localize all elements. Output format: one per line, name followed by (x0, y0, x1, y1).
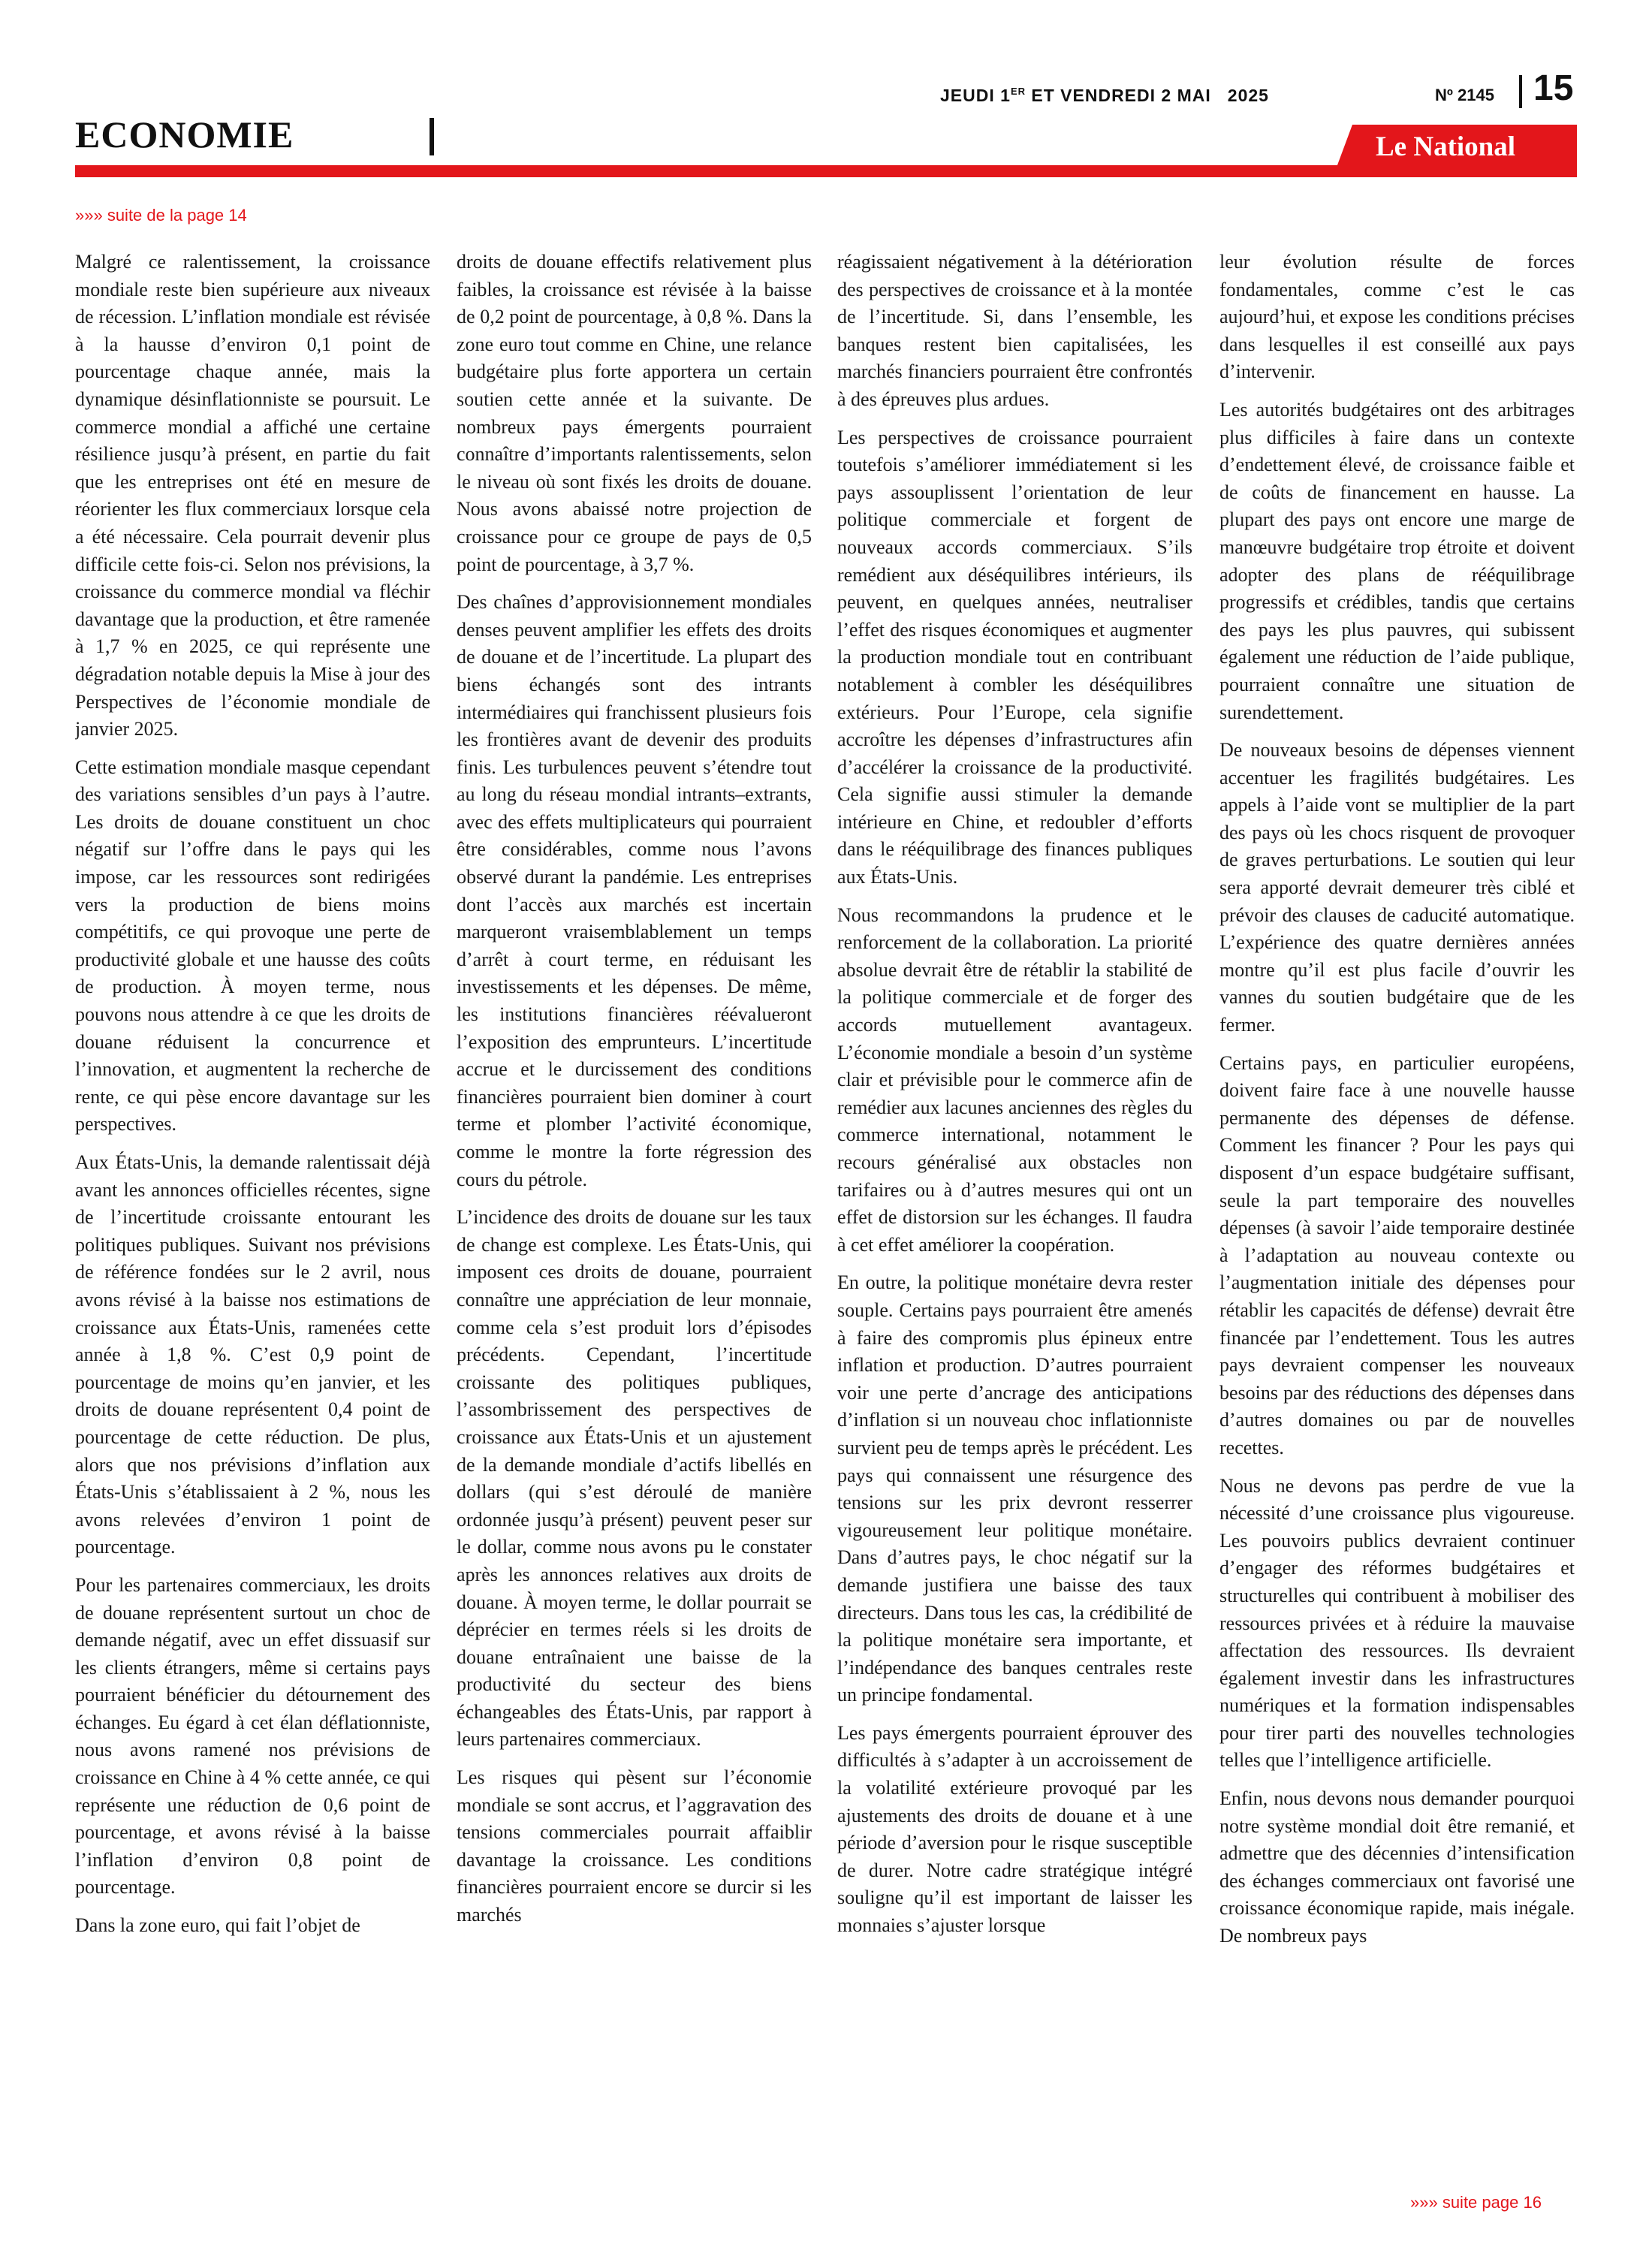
paragraph: Les autorités budgétaires ont des arbitrages plus difficiles à faire dans un contexte d’endettement élevé, de croissance faible et de coûts de financement en hausse. La plupart des pays ont encore une marge de manœuvre budgétaire trop étroite et doivent adopter des plans de rééquilibrage progressifs et crédibles, tandis que certains des pays les plus pauvres, qui subissent également une réduction de l’aide publique, pourraient connaître une situation de surendettement. (1219, 398, 1575, 723)
paragraph: Cette estimation mondiale masque cependant des variations sensibles d’un pays à l’autre. Les droits de douane constituent un choc négatif sur l’offre dans le pays qui les impose, car les ressources sont redirigées vers la production de biens moins compétitifs, ce qui provoque une perte de productivité globale et une hausse des coûts de production. À moyen terme, nous pouvons nous attendre à ce que les droits de douane réduisent la concurrence et l’innovation, et augmentent la recherche de rente, ce qui pèse encore davantage sur les perspectives. (75, 756, 430, 1136)
continued-from-link[interactable]: »»» suite de la page 14 (75, 206, 247, 225)
paragraph: En outre, la politique monétaire devra rester souple. Certains pays pourraient être amenés à faire des compromis plus épineux entre inflation et production. D’autres pourraient voir une perte d’ancrage des anticipations d’inflation si un nouveau choc inflationniste survient peu de temps après le précédent. Les pays qui connaissent une résurgence des tensions sur les prix devront resserrer vigoureusement leur politique monétaire. Dans d’autres pays, le choc négatif sur la demande justifiera une baisse des taux directeurs. Dans tous les cas, la crédibilité de la politique monétaire sera importante, et l’indépendance des banques centrales reste un principe fondamental. (837, 1271, 1192, 1706)
dateline (940, 86, 1269, 106)
article-column-3 (837, 249, 1192, 2182)
paragraph: Certains pays, en particulier européens, doivent faire face à une nouvelle hausse permanente des dépenses de défense. Comment les financer ? Pour les pays qui disposent d’un espace budgétaire suffisant, seule la part temporaire des nouvelles dépenses (à savoir l’aide temporaire destinée à l’adaptation au nouveau contexte ou l’augmentation initiale des dépenses pour rétablir les capacités de défense) devrait être financée par l’endettement. Tous les autres pays devraient compenser les nouveaux besoins par des réductions des dépenses dans d’autres domaines ou par de nouvelles recettes. (1219, 1051, 1575, 1458)
article-column-2 (457, 249, 812, 2182)
issue-number: Nº 2145 (1435, 86, 1494, 104)
date-conjunction: ET (1031, 86, 1055, 105)
paragraph: leur évolution résulte de forces fondamentales, comme c’est le cas aujourd’hui, et expose les conditions précises dans lesquelles il est conseillé aux pays d’intervenir. (1219, 251, 1575, 383)
paragraph: Aux États-Unis, la demande ralentissait déjà avant les annonces officielles récentes, signe de l’incertitude croissante entourant les politiques publiques. Suivant nos prévisions de référence fondées sur le 2 avril, nous avons révisé à la baisse nos estimations de croissance aux États-Unis, ramenées cette année à 1,8 %. C’est 0,9 point de pourcentage de moins qu’en janvier, et les droits de douane représentent 0,4 point de pourcentage de cette réduction. De plus, alors que nos prévisions d’inflation aux États-Unis s’établissaient à 2 %, nous les avons relevées d’environ 1 point de pourcentage. (75, 1151, 430, 1558)
section-title: ECONOMIE (75, 113, 294, 155)
paragraph: Nous recommandons la prudence et le renforcement de la collaboration. La priorité absolue devrait être de rétablir la stabilité de la politique commerciale et de forger des accords mutuellement avantageux. L’économie mondiale a besoin d’un système clair et prévisible pour le commerce afin de remédier aux lacunes anciennes des règles du commerce international, notamment le recours généralisé aux obstacles non tarifaires ou à d’autres mesures qui ont un effet de distorsion sur les échanges. Il faudra à cet effet améliorer la coopération. (837, 903, 1192, 1256)
paragraph: Des chaînes d’approvisionnement mondiales denses peuvent amplifier les effets des droits de douane et de l’incertitude. La plupart des biens échangés sont des intrants intermédiaires qui franchissent plusieurs fois les frontières avant de devenir des produits finis. Les turbulences peuvent s’étendre tout au long du réseau mondial intrants–extrants, avec des effets multiplicateurs qui pourraient être considérables, comme nous l’avons observé durant la pandémie. Les entreprises dont l’accès aux marchés est incertain marqueront vraisemblablement un temps d’arrêt à court terme, en réduisant les investissements et les dépenses. De même, les institutions financières réévalueront l’exposition des emprunteurs. L’incertitude accrue et le durcissement des conditions financières pourraient bien dominer à court terme et plomber l’activité économique, comme le montre la forte régression des cours du pétrole. (457, 591, 812, 1190)
paragraph: droits de douane effectifs relativement plus faibles, la croissance est révisée à la baisse de 0,2 point de pourcentage, à 0,8 %. Dans la zone euro tout comme en Chine, une relance budgétaire plus forte apportera un certain soutien cette année et la suivante. De nombreux pays émergents pourraient connaître d’importants ralentissements, selon le niveau où sont fixés les droits de douane. Nous avons abaissé notre projection de croissance pour ce groupe de pays de 0,5 point de pourcentage, à 3,7 %. (457, 251, 812, 575)
paragraph: Nous ne devons pas perdre de vue la nécessité d’une croissance plus vigoureuse. Les pouvoirs publics devraient continuer d’engager des réformes budgétaires et structurelles qui contribuent à mobiliser des ressources privées et à réduire la mauvaise affectation des ressources. Ils devraient également investir dans les infrastructures numériques et la formation indispensables pour tirer parti des nouvelles technologies telles que l’intelligence artificielle. (1219, 1474, 1575, 1772)
paragraph: Les pays émergents pourraient éprouver des difficultés à s’adapter à un accroissement de la volatilité extérieure provoqué par les ajustements des droits de douane et à une période d’aversion pour le risque susceptible de durer. Notre cadre stratégique intégré souligne qu’il est important de laisser les monnaies s’ajuster lorsque (837, 1721, 1192, 1937)
brand-logo: Le National (1376, 131, 1516, 162)
paragraph: Malgré ce ralentissement, la croissance mondiale reste bien supérieure aux niveaux de récession. L’inflation mondiale est révisée à la hausse d’environ 0,1 point de pourcentage chaque année, mais la dynamique désinflationniste se poursuit. Le commerce mondial a affiché une certaine résilience jusqu’à présent, en partie du fait que les entreprises ont été en mesure de réorienter les flux commerciaux lorsque cela a été nécessaire. Cela pourrait devenir plus difficile cette fois-ci. Selon nos prévisions, la croissance du commerce mondial va fléchir davantage que la production, et être ramenée à 1,7 % en 2025, ce qui représente une dégradation notable depuis la Mise à jour des Perspectives de l’économie mondiale de janvier 2025. (75, 251, 430, 740)
paragraph: Enfin, nous devons nous demander pourquoi notre système mondial doit être remanié, et admettre que des décennies d’intensification des échanges commerciaux ont favorisé une croissance économique rapide, mais inégale. De nombreux pays (1219, 1787, 1575, 1947)
section-title-divider (430, 118, 434, 155)
date-num1: 1 (1000, 86, 1011, 105)
paragraph: Dans la zone euro, qui fait l’objet de (75, 1914, 360, 1937)
date-day1: JEUDI (940, 86, 995, 105)
page-number: 15 (1533, 68, 1574, 108)
paragraph: L’incidence des droits de douane sur les taux de change est complexe. Les États-Unis, qui imposent ces droits de douane, pourraient connaître une appréciation de leur monnaie, comme cela s’est produit lors d’épisodes précédents. Cependant, l’incertitude croissante des politiques publiques, l’assombrissement des perspectives de croissance aux États-Unis et un ajustement de la demande mondiale d’actifs libellés en dollars (qui s’est déroulé de manière ordonnée jusqu’à présent) peuvent peser sur le dollar, comme nous avons pu le constater après les annonces relatives aux droits de douane. À moyen terme, le dollar pourrait se déprécier en termes réels si les droits de douane entraînaient une baisse de la productivité du secteur des biens échangeables des États-Unis, par rapport à leurs partenaires commerciaux. (457, 1206, 812, 1751)
date-ordinal-suffix: ER (1010, 86, 1026, 97)
article-column-4 (1219, 249, 1575, 2182)
paragraph: réagissaient négativement à la détérioration des perspectives de croissance et à la montée de l’incertitude. Si, dans l’ensemble, les banques restent bien capitalisées, les marchés financiers pourraient être confrontés à des épreuves plus ardues. (837, 251, 1192, 410)
paragraph: De nouveaux besoins de dépenses viennent accentuer les fragilités budgétaires. Les appels à l’aide vont se multiplier de la part des pays où les chocs risquent de provoquer de graves perturbations. Le soutien qui leur sera apporté devrait demeurer très ciblé et prévoir des clauses de caducité automatique. L’expérience des quatre dernières années montre qu’il est plus facile d’ouvrir les vannes du soutien budgétaire que de les fermer. (1219, 739, 1575, 1036)
article-column-1 (75, 249, 430, 2182)
continued-on-link[interactable]: »»» suite page 16 (1410, 2193, 1542, 2212)
paragraph: Les perspectives de croissance pourraient toutefois s’améliorer immédiatement si les pays assouplissent l’orientation de leur politique commerciale et forgent de nouveaux accords commerciaux. S’ils remédient aux déséquilibres intérieurs, ils peuvent, en quelques années, neutraliser l’effet des risques économiques et augmenter la production mondiale tout en contribuant notablement à combler les déséquilibres extérieurs. Pour l’Europe, cela signifie accroître les dépenses d’infrastructures afin d’accélérer la croissance de la productivité. Cela signifie aussi stimuler la demande intérieure en Chine, et redoubler d’efforts dans le rééquilibrage des finances publiques aux États-Unis. (837, 426, 1192, 888)
date-year: 2025 (1227, 86, 1269, 105)
date-month: MAI (1177, 86, 1211, 105)
date-num2: 2 (1161, 86, 1172, 105)
date-day2: VENDREDI (1060, 86, 1156, 105)
header-divider (1519, 75, 1522, 108)
paragraph: Pour les partenaires commerciaux, les droits de douane représentent surtout un choc de demande négatif, avec un effet dissuasif sur les clients étrangers, même si certains pays pourraient bénéficier du détournement des échanges. Eu égard à cet élan déflationniste, nous avons ramené nos prévisions de croissance en Chine à 4 % cette année, ce qui représente une réduction de 0,6 point de pourcentage, et avons révisé à la baisse l’inflation d’environ 0,8 point de pourcentage. (75, 1573, 430, 1899)
paragraph: Les risques qui pèsent sur l’économie mondiale se sont accrus, et l’aggravation des tensions commerciales pourrait affaiblir davantage la croissance. Les conditions financières pourraient encore se durcir si les marchés (457, 1766, 812, 1926)
